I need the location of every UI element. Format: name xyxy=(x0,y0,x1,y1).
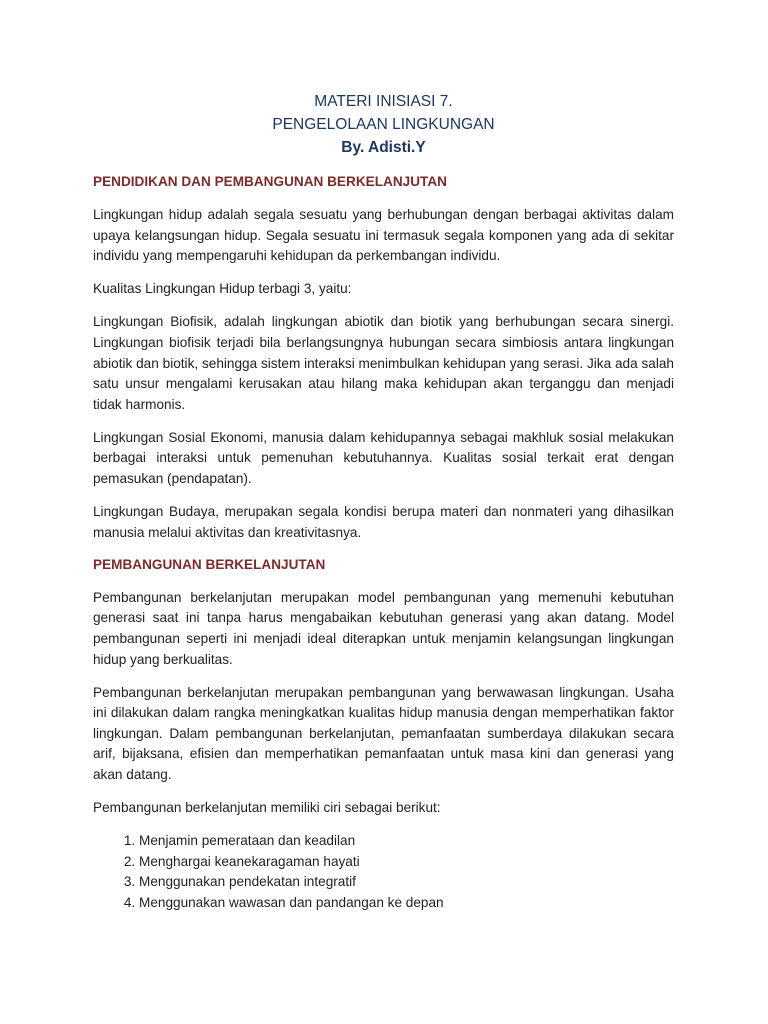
section-heading-education: PENDIDIKAN DAN PEMBANGUNAN BERKELANJUTAN xyxy=(93,174,447,189)
paragraph: Pembangunan berkelanjutan merupakan model pembangunan yang memenuhi kebutuhan generasi saat ini tanpa harus mengabaikan kebutuhan generasi yang akan datang. Model pembangunan seperti ini menjadi ideal diterapkan untuk menjamin kelangsungan lingkungan hidup yang berkualitas. xyxy=(93,589,674,667)
title-line-2: PENGELOLAAN LINGKUNGAN xyxy=(272,116,495,133)
paragraph: Lingkungan Biofisik, adalah lingkungan abiotik dan biotik yang berhubungan secara sinergi. Lingkungan biofisik terjadi bila berlangsungnya hubungan secara simbiosis antara lingkungan abiotik dan biotik, sehingga sistem interaksi menimbulkan kehidupan yang serasi. Jika ada salah satu unsur mengalami kerusakan atau hilang maka kehidupan akan terganggu dan menjadi tidak harmonis. xyxy=(93,314,674,412)
author-line: By. Adisti.Y xyxy=(341,139,426,156)
paragraph: Pembangunan berkelanjutan memiliki ciri sebagai berikut: xyxy=(93,800,441,816)
title-line-1: MATERI INISIASI 7. xyxy=(314,93,453,110)
characteristics-list xyxy=(93,831,674,913)
list-item: 1. Menjamin pemerataan dan keadilan xyxy=(139,831,674,852)
section-heading-sustainable-development: PEMBANGUNAN BERKELANJUTAN xyxy=(93,556,326,572)
document-title-block xyxy=(93,90,674,159)
paragraph: Kualitas Lingkungan Hidup terbagi 3, yaitu: xyxy=(93,281,352,297)
paragraph: Pembangunan berkelanjutan merupakan pembangunan yang berwawasan lingkungan. Usaha ini dilakukan dalam rangka meningkatkan kualitas hidup manusia dengan memperhatikan faktor lingkungan. Dalam pembangunan berkelanjutan, pemanfaatan sumberdaya dilakukan secara arif, bijaksana, efisien dan memperhatikan pemanfaatan untuk masa kini dan generasi yang akan datang. xyxy=(93,684,674,783)
paragraph: Lingkungan Sosial Ekonomi, manusia dalam kehidupannya sebagai makhluk sosial melakukan berbagai interaksi untuk pemenuhan kebutuhannya. Kualitas sosial terkait erat dengan pemasukan (pendapatan). xyxy=(93,429,674,487)
paragraph: Lingkungan hidup adalah segala sesuatu yang berhubungan dengan berbagai aktivitas dalam upaya kelangsungan hidup. Segala sesuatu ini termasuk segala komponen yang ada di sekitar individu yang mempengaruhi kehidupan da perkembangan individu. xyxy=(93,207,674,264)
list-item: 4. Menggunakan wawasan dan pandangan ke depan xyxy=(139,893,674,914)
list-item: 3. Menggunakan pendekatan integratif xyxy=(139,872,674,893)
paragraph: Lingkungan Budaya, merupakan segala kondisi berupa materi dan nonmateri yang dihasilkan manusia melalui aktivitas dan kreativitasnya. xyxy=(93,504,674,540)
list-item: 2. Menghargai keanekaragaman hayati xyxy=(139,852,674,873)
